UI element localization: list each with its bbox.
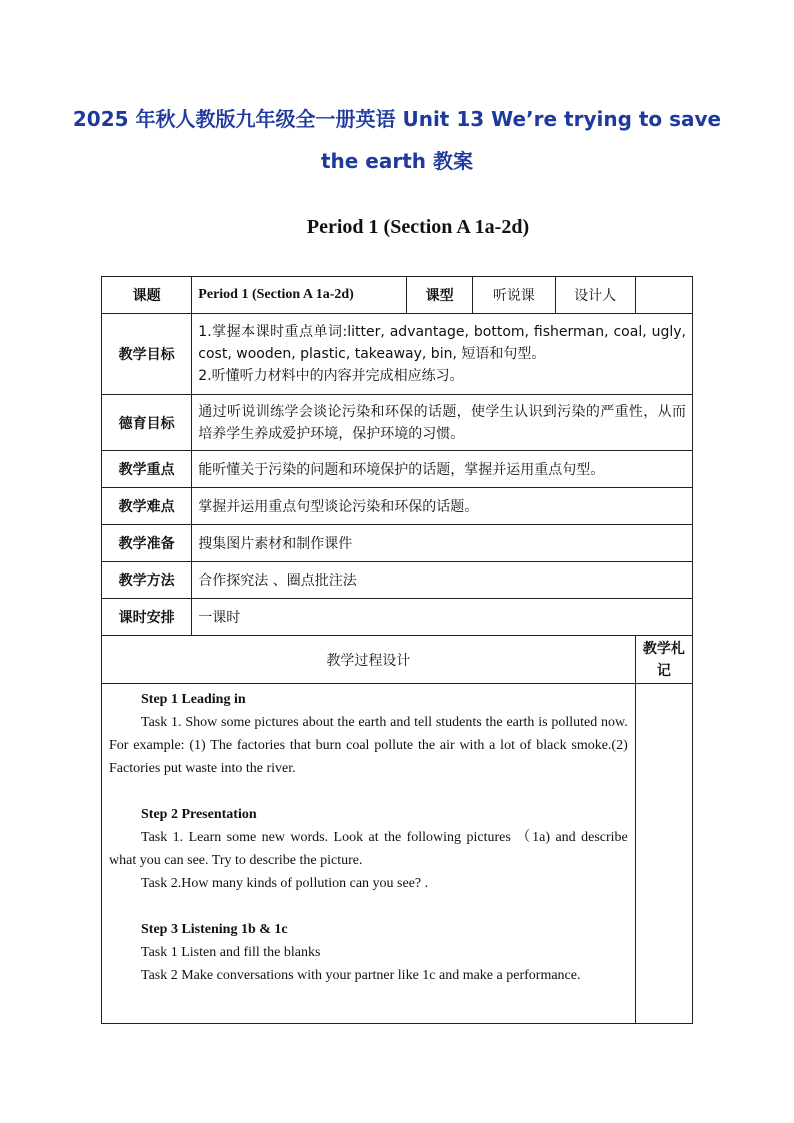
step-1-title: Step 1 Leading in bbox=[141, 692, 246, 707]
row-label-preparation: 教学准备 bbox=[102, 525, 192, 562]
table-row bbox=[102, 488, 693, 525]
designer-value bbox=[635, 277, 692, 314]
designer-label: 设计人 bbox=[555, 277, 635, 314]
row-content-schedule: 一课时 bbox=[192, 599, 693, 636]
row-label-key-points: 教学重点 bbox=[102, 451, 192, 488]
type-value: 听说课 bbox=[473, 277, 555, 314]
process-heading: 教学过程设计 bbox=[102, 636, 636, 684]
table-row bbox=[102, 314, 693, 395]
row-label-difficulties: 教学难点 bbox=[102, 488, 192, 525]
lesson-plan-table bbox=[101, 276, 693, 1024]
table-row bbox=[102, 599, 693, 636]
step-2-task-2: Task 2.How many kinds of pollution can you see? . bbox=[141, 876, 429, 891]
table-row-process bbox=[102, 684, 693, 1024]
table-row bbox=[102, 562, 693, 599]
row-content-objectives bbox=[192, 314, 693, 395]
row-label-objectives: 教学目标 bbox=[102, 314, 192, 395]
step-1-task-1: Task 1. Show some pictures about the earth and tell students the earth is polluted now. For example: (1) The factories that burn coal pollute the air with a lot of black smoke.(2) Factories put waste into the river. bbox=[109, 715, 628, 776]
row-content-methods: 合作探究法 、圈点批注法 bbox=[192, 562, 693, 599]
process-content bbox=[102, 684, 636, 1024]
step-2-task-1: Task 1. Learn some new words. Look at the following pictures （1a) and describe what you can see. Try to describe the picture. bbox=[109, 830, 628, 868]
topic-label: 课题 bbox=[102, 277, 192, 314]
document-subtitle: Period 1 (Section A 1a-2d) bbox=[306, 216, 530, 238]
notes-cell bbox=[635, 684, 692, 1024]
table-row bbox=[102, 451, 693, 488]
step-3-title: Step 3 Listening 1b & 1c bbox=[141, 922, 288, 937]
row-content-key-points: 能听懂关于污染的问题和环境保护的话题，掌握并运用重点句型。 bbox=[192, 451, 693, 488]
table-row bbox=[102, 395, 693, 451]
step-3-task-1: Task 1 Listen and fill the blanks bbox=[141, 945, 321, 960]
row-content-moral: 通过听说训练学会谈论污染和环保的话题，使学生认识到污染的严重性，从而培养学生养成爱护环境，保护环境的习惯。 bbox=[192, 395, 693, 451]
step-3-task-2: Task 2 Make conversations with your partner like 1c and make a performance. bbox=[141, 968, 581, 983]
topic-value: Period 1 (Section A 1a-2d) bbox=[192, 277, 407, 314]
row-label-moral: 德育目标 bbox=[102, 395, 192, 451]
table-row bbox=[102, 525, 693, 562]
table-row-process-header bbox=[102, 636, 693, 684]
objective-line-1: 1.掌握本课时重点单词:litter, advantage, bottom, fisherman, coal, ugly, cost, wooden, plastic, takeaway, bin, 短语和句型。 bbox=[198, 324, 686, 362]
notes-heading: 教学札记 bbox=[635, 636, 692, 684]
objective-line-2: 2.听懂听力材料中的内容并完成相应练习。 bbox=[198, 368, 464, 384]
table-row-header bbox=[102, 277, 693, 314]
row-label-schedule: 课时安排 bbox=[102, 599, 192, 636]
step-2-title: Step 2 Presentation bbox=[141, 807, 257, 822]
row-content-preparation: 搜集图片素材和制作课件 bbox=[192, 525, 693, 562]
type-label: 课型 bbox=[407, 277, 473, 314]
document-title: 2025 年秋人教版九年级全一册英语 Unit 13 We’re trying to save the earth 教案 bbox=[72, 107, 722, 173]
row-label-methods: 教学方法 bbox=[102, 562, 192, 599]
row-content-difficulties: 掌握并运用重点句型谈论污染和环保的话题。 bbox=[192, 488, 693, 525]
